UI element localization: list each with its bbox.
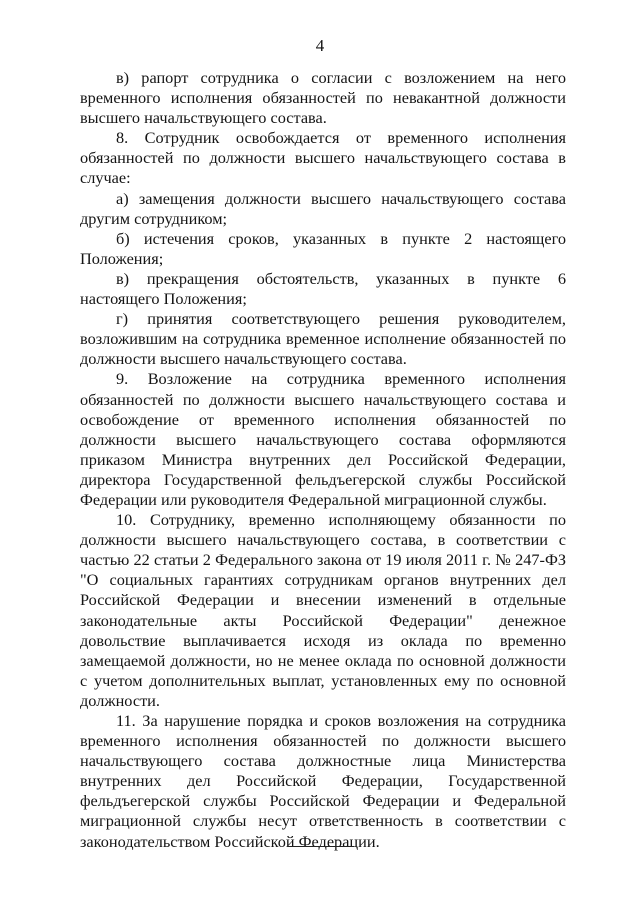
paragraph-subitem-v-report: в) рапорт сотрудника о согласии с возложением на него временного исполнения обязанностей по невакантной должности высшего начальствующего состава. — [80, 68, 566, 128]
paragraph-8-subitem-g: г) принятия соответствующего решения руководителем, возложившим на сотрудника временное исполнение обязанностей по должности высшего начальствующего состава. — [80, 309, 566, 369]
page-number: 4 — [315, 36, 325, 55]
paragraph-8-subitem-a: а) замещения должности высшего начальствующего состава другим сотрудником; — [80, 188, 566, 228]
paragraph-8-subitem-b: б) истечения сроков, указанных в пункте 2 настоящего Положения; — [80, 228, 566, 268]
end-of-document-rule — [288, 846, 354, 847]
paragraph-11-responsibility: 11. За нарушение порядка и сроков возложения на сотрудника временного исполнения обязанностей по должности высшего начальствующего состава должностные лица Министерства внутренних дел Российской Федерации, Государственной фельдъегерской службы Российской Федерации и Федеральной миграционной службы несут ответственность в соответствии с законодательством Российской Федерации. — [80, 711, 566, 851]
paragraph-8-subitem-v: в) прекращения обстоятельств, указанных в пункте 6 настоящего Положения; — [80, 268, 566, 309]
paragraph-10-allowance: 10. Сотруднику, временно исполняющему обязанности по должности высшего начальствующего состава, в соответствии с частью 22 статьи 2 Федерального закона от 19 июля 2011 г. № 247-ФЗ "О социальных гарантиях сотрудникам органов внутренних дел Российской Федерации и внесении изменений в отдельные законодательные акты Российской Федерации" денежное довольствие выплачивается исходя из оклада по временно замещаемой должности, но не менее оклада по основной должности с учетом дополнительных выплат, установленных ему по основной должности. — [80, 510, 566, 710]
paragraph-8-release-conditions: 8. Сотрудник освобождается от временного исполнения обязанностей по должности высшего начальствующего состава в случае: — [80, 128, 566, 188]
paragraph-9-orders: 9. Возложение на сотрудника временного исполнения обязанностей по должности высшего начальствующего состава и освобождение от временного исполнения обязанностей по должности высшего начальствующего состава оформляются приказом Министра внутренних дел Российской Федерации, директора Государственной фельдъегерской службы Российской Федерации или руководителя Федеральной миграционной службы. — [80, 369, 566, 509]
document-body — [80, 68, 566, 852]
